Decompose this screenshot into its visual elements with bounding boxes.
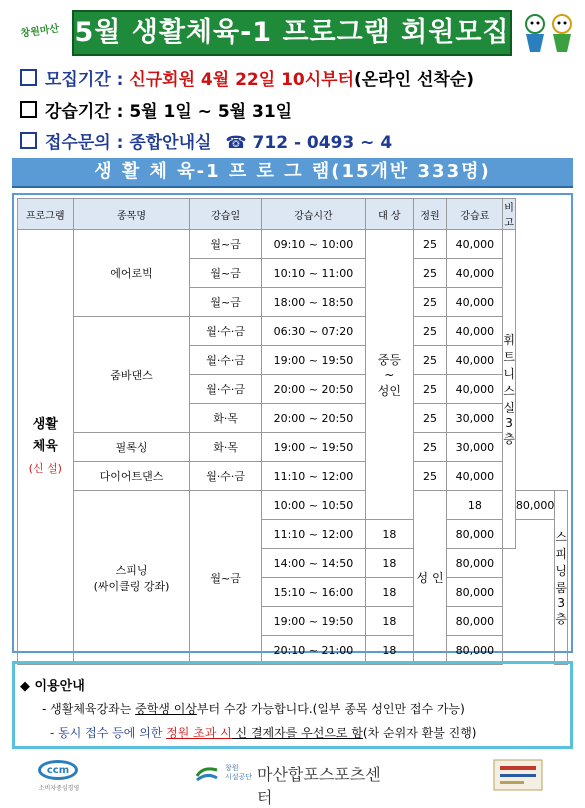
capacity-cell: 18 [366,578,414,607]
program-name: 다이어트댄스 [73,462,190,491]
time-cell: 14:00 ~ 14:50 [261,549,365,578]
time-cell: 19:00 ~ 19:50 [261,607,365,636]
day-cell: 월·수·금 [190,346,261,375]
fee-cell: 80,000 [447,607,503,636]
program-name: 필록싱 [73,433,190,462]
fee-cell: 80,000 [515,491,555,520]
program-name: 스피닝 (싸이클링 강좌) [73,491,190,665]
day-cell: 월·수·금 [190,317,261,346]
capacity-cell: 25 [413,346,447,375]
day-cell: 월~금 [190,288,261,317]
capacity-cell: 25 [413,230,447,259]
program-table-frame [12,193,573,657]
day-cell: 월~금 [190,259,261,288]
header-capacity: 정원 [413,199,447,230]
fee-cell: 80,000 [447,549,503,578]
day-cell: 월~금 [190,491,261,665]
notes-line-1: - 생활체육강좌는 중학생 이상부터 수강 가능합니다.(일부 종목 성인만 접수 가능) [42,702,465,716]
capacity-cell: 18 [366,520,414,549]
header-day: 강습일 [190,199,261,230]
fee-cell: 40,000 [447,259,503,288]
time-cell: 06:30 ~ 07:20 [261,317,365,346]
capacity-cell: 25 [413,462,447,491]
notes-heading: ◆ 이용안내 [20,679,85,694]
time-cell: 15:10 ~ 16:00 [261,578,365,607]
program-name: 줌바댄스 [73,317,190,433]
header-time: 강습시간 [261,199,365,230]
checkbox-icon [20,132,37,149]
day-cell: 월·수·금 [190,375,261,404]
table-row [18,462,568,491]
fee-cell: 40,000 [447,317,503,346]
certification-badge [492,758,544,792]
header-target: 대 상 [366,199,414,230]
header-program: 프로그램 [18,199,74,230]
capacity-cell: 18 [366,636,414,665]
table-row [18,491,568,520]
ccm-logo: ccm 소비자중심경영 [28,758,90,792]
fee-cell: 30,000 [447,404,503,433]
time-cell: 09:10 ~ 10:00 [261,230,365,259]
fee-cell: 80,000 [447,636,503,665]
day-cell: 월~금 [190,230,261,259]
fee-cell: 40,000 [447,462,503,491]
capacity-cell: 25 [413,288,447,317]
fee-cell: 40,000 [447,375,503,404]
table-row [18,230,568,259]
checkbox-icon [20,69,37,86]
time-cell: 11:10 ~ 12:00 [261,520,365,549]
sports-center-logo: 창원 시설공단 마산합포스포츠센터 [195,758,395,792]
capacity-cell: 18 [366,549,414,578]
time-cell: 19:00 ~ 19:50 [261,433,365,462]
header-note: 비고 [503,199,516,230]
title-bar [72,10,512,56]
program-table [17,198,568,665]
program-name: 에어로빅 [73,230,190,317]
category-cell: 생활 체육 (신 설) [18,230,74,665]
notes-line-2: - 동시 접수 등에 의한 정원 초과 시 신 결제자를 우선으로 함(차 순위자 환불 진행) [50,726,477,740]
phone-icon: ☎ [225,133,247,153]
capacity-cell: 25 [413,317,447,346]
target-cell: 성 인 [413,491,447,665]
day-cell: 화·목 [190,404,261,433]
note-cell: 스피닝룸 3층 [555,491,568,665]
day-cell: 화·목 [190,433,261,462]
capacity-cell: 25 [413,404,447,433]
fee-cell: 40,000 [447,288,503,317]
fee-cell: 80,000 [447,578,503,607]
time-cell: 18:00 ~ 18:50 [261,288,365,317]
capacity-cell: 25 [413,375,447,404]
capacity-cell: 18 [447,491,503,520]
logo-left: 창원마산 [20,23,60,40]
capacity-cell: 18 [366,607,414,636]
fee-cell: 40,000 [447,346,503,375]
table-header-row [18,199,568,230]
header-fee: 강습료 [447,199,503,230]
time-cell: 20:00 ~ 20:50 [261,404,365,433]
note-cell: 휘트니스실 3층 [503,230,516,549]
header-event: 종목명 [73,199,190,230]
info-recruit-period: 모집기간 : 신규회원 4월 22일 10시부터(온라인 선착순) [20,65,474,90]
diamond-icon: ◆ [20,679,30,694]
capacity-cell: 25 [413,433,447,462]
time-cell: 10:10 ~ 11:00 [261,259,365,288]
table-row [18,433,568,462]
target-cell: 중등 ~ 성인 [366,230,414,520]
fee-cell: 80,000 [447,520,503,549]
time-cell: 11:10 ~ 12:00 [261,462,365,491]
checkbox-icon [20,101,37,118]
info-class-period: 강습기간 : 5월 1일 ~ 5월 31일 [20,97,292,122]
info-contact: 접수문의 : 종합안내실 ☎ 712 - 0493 ~ 4 [20,128,392,153]
capacity-cell: 25 [413,259,447,288]
time-cell: 10:00 ~ 10:50 [261,491,365,520]
program-banner: 생 활 체 육-1 프 로 그 램(15개반 333명) [12,158,573,188]
time-cell: 20:00 ~ 20:50 [261,375,365,404]
fee-cell: 30,000 [447,433,503,462]
time-cell: 20:10 ~ 21:00 [261,636,365,665]
page-title: 5월 생활체육-1 프로그램 회원모집 [74,17,510,48]
day-cell: 월·수·금 [190,462,261,491]
center-mark-icon [195,762,219,786]
fee-cell: 40,000 [447,230,503,259]
table-row [18,317,568,346]
time-cell: 19:00 ~ 19:50 [261,346,365,375]
mascot-icons [522,10,578,54]
